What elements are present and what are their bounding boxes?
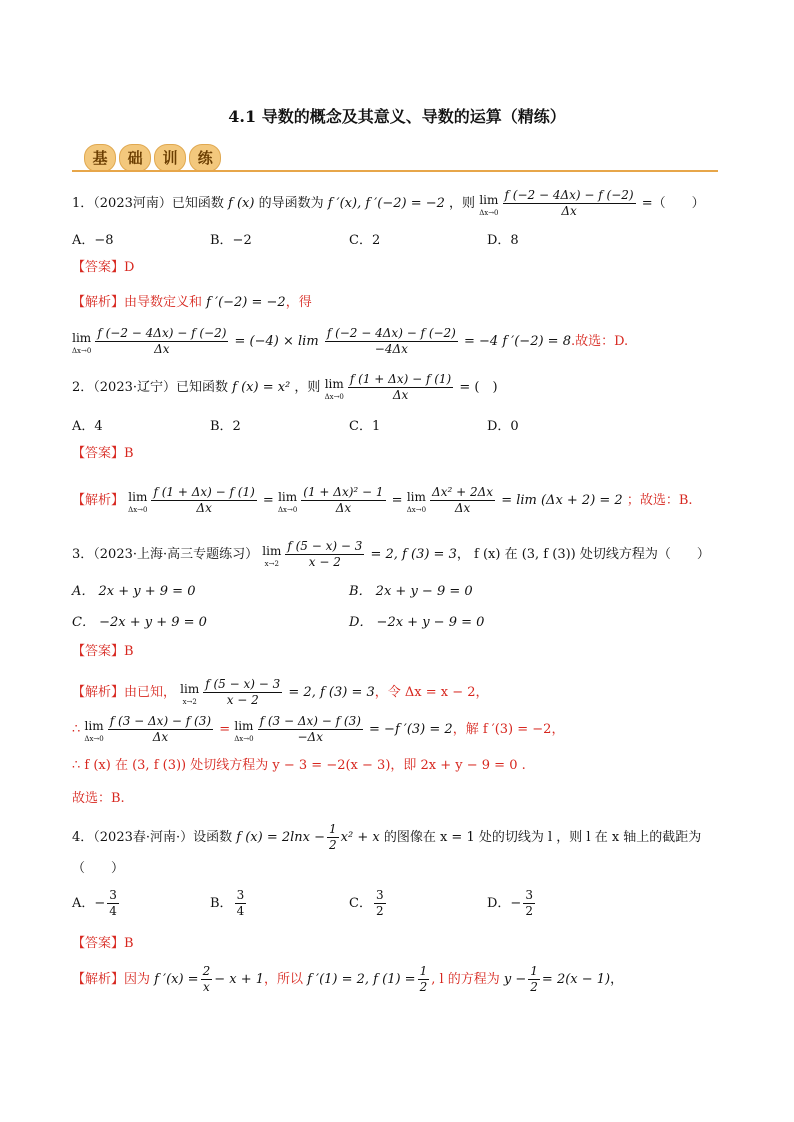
- q1-fprime: f ′(x), f ′(−2) = −2: [327, 196, 445, 211]
- denominator: 2: [329, 838, 337, 852]
- analysis-text: ，令 Δx = x − 2，: [374, 685, 489, 700]
- numerator: 1: [329, 822, 337, 836]
- denominator: Δx: [196, 501, 212, 515]
- q1-answer: 【答案】D: [72, 260, 135, 275]
- denominator: 2: [375, 904, 384, 918]
- banner-char: 练: [189, 144, 221, 172]
- fraction: [301, 485, 385, 516]
- limit-sub: Δx→0: [324, 392, 344, 401]
- numerator: f (3 − Δx) − f (3): [109, 714, 212, 728]
- q4-stem-text: 的图像在 x = 1 处的切线为 l ，则 l 在 x 轴上的截距为: [383, 830, 702, 845]
- limit-sub: Δx→0: [406, 505, 427, 514]
- fraction: [528, 964, 540, 995]
- fraction: [327, 822, 339, 853]
- q1-derivation: [72, 326, 628, 357]
- limit-symbol: lim Δx→0: [324, 376, 344, 401]
- q1-analysis: [72, 294, 312, 312]
- derivation-math: = (−4) × lim: [234, 334, 319, 349]
- fraction: [151, 485, 256, 516]
- q2-stem-text: ，则: [294, 380, 321, 395]
- fraction: [523, 888, 535, 919]
- analysis-text: ，解 f ′(3) = −2，: [452, 722, 565, 737]
- numerator: f (−2 − 4Δx) − f (−2): [504, 188, 634, 202]
- banner-char: 训: [154, 144, 186, 172]
- limit-sub: Δx→0: [479, 208, 499, 217]
- limit-sub: Δx→0: [277, 505, 298, 514]
- q2-option-b: B．2: [210, 419, 241, 434]
- fraction: [235, 888, 247, 919]
- numerator: 3: [236, 888, 245, 902]
- numerator: f (5 − x) − 3: [287, 539, 363, 553]
- limit-sub: Δx→0: [72, 346, 92, 355]
- limit-symbol: lim x→2: [262, 543, 282, 568]
- q1-option-c: C．2: [349, 233, 381, 248]
- denominator: Δx: [335, 501, 352, 515]
- therefore-symbol: ∴: [72, 722, 81, 737]
- fraction: [107, 888, 119, 919]
- q4-option-b: [210, 888, 248, 919]
- derivation-math: = lim (Δx + 2) = 2: [501, 493, 623, 508]
- numerator: 2: [202, 964, 211, 978]
- page-title: 4.1 导数的概念及其意义、导数的运算（精练）: [228, 107, 566, 126]
- fraction: [285, 539, 364, 570]
- fraction: [325, 326, 458, 357]
- analysis-text: ，所以: [264, 972, 304, 987]
- q2-stem: [72, 372, 498, 403]
- analysis-math: = 2(x − 1): [541, 972, 611, 987]
- numerator: 1: [530, 964, 538, 978]
- denominator: −Δx: [297, 730, 323, 744]
- q3-option-a: A． 2x + y + 9 = 0: [72, 584, 196, 599]
- fraction: [348, 372, 453, 403]
- q1-fx: f (x): [228, 196, 255, 211]
- numerator: f (1 + Δx) − f (1): [153, 485, 255, 499]
- analysis-math: = 2, f (3) = 3: [288, 685, 375, 700]
- analysis-math: y −: [503, 972, 527, 987]
- option-label: D．−: [487, 896, 522, 911]
- section-banner: [84, 144, 219, 172]
- q3-stem-text: 3．（2023·上海·高三专题练习）: [72, 547, 259, 562]
- q3-stem-math: = 2, f (3) = 3: [370, 547, 457, 562]
- derivation-math: = −4 f ′(−2) = 8: [464, 334, 571, 349]
- q3-analysis-1: [72, 677, 489, 708]
- denominator: 2: [525, 904, 533, 918]
- q1-stem: [72, 188, 705, 219]
- q1-stem-text: =（ ）: [641, 196, 705, 211]
- fraction: [95, 326, 228, 357]
- analysis-math: − x + 1: [214, 972, 265, 987]
- q3-analysis-3: ∴ f (x) 在 (3, f (3)) 处切线方程为 y − 3 = −2(x − 3)，即 2x + y − 9 = 0 .: [72, 758, 526, 773]
- q4-stem: [72, 822, 701, 853]
- analysis-math: f ′(−2) = −2: [206, 295, 286, 310]
- q3-stem-text: ，: [456, 547, 470, 562]
- limit-symbol: lim x→2: [180, 681, 200, 706]
- q3-option-b: B． 2x + y − 9 = 0: [349, 584, 473, 599]
- section-divider: [72, 170, 718, 172]
- analysis-label: 【解析】: [72, 972, 125, 987]
- q2-analysis: 【解析】 lim Δx→0 $\frac{f (1 + \Delta x) - f (1)}{\Delta x}$ = lim Δx→0 $\frac{\text{(1 + Δx)² − 1}}{\Delta x}$ = lim Δx→0 $\frac{\text{Δx² + 2Δx}}{\Delta x}$ = lim (Δx + 2) = 2 ；故选：B.: [72, 485, 693, 515]
- q3-analysis-4: 故选：B.: [72, 791, 125, 806]
- q3-option-c: C． −2x + y + 9 = 0: [72, 615, 207, 630]
- analysis-label: 【解析】: [72, 295, 125, 310]
- q3-analysis-2: ∴ lim Δx→0 $\frac{f (3 - \Delta x) - f (3)}{\Delta x}$ = lim Δx→0 $\frac{f (3 - \Delta x) - f (3)}{-\Delta x}$ = −f ′(3) = 2，解 f ′(3) = −2，: [72, 714, 565, 744]
- q4-fx: x² + x: [340, 830, 380, 845]
- limit-sub: x→2: [182, 697, 197, 706]
- option-label: C．: [349, 896, 372, 911]
- q1-stem-text: 的导函数为: [258, 196, 324, 211]
- denominator: x − 2: [308, 555, 341, 569]
- q1-stem-text: ，则: [449, 196, 476, 211]
- banner-char: 基: [84, 144, 116, 172]
- fraction: [418, 964, 430, 995]
- numerator: 3: [375, 888, 384, 902]
- fraction: [201, 964, 213, 995]
- option-label: A．−: [72, 896, 106, 911]
- q3-stem-text: f (x) 在 (3, f (3)) 处切线方程为（ ）: [474, 547, 710, 562]
- limit-symbol: lim Δx→0: [128, 489, 148, 514]
- limit-symbol: lim Δx→0: [84, 718, 104, 743]
- q2-option-a: A．4: [72, 419, 103, 434]
- q1-option-b: B．−2: [210, 233, 252, 248]
- numerator: 3: [525, 888, 533, 902]
- analysis-text: 由已知，: [124, 685, 177, 700]
- q2-option-d: D．0: [487, 419, 519, 434]
- denominator: x − 2: [226, 693, 259, 707]
- q2-stem-text: 2．（2023·辽宁）已知函数: [72, 380, 228, 395]
- analysis-text: 由导数定义和: [124, 295, 203, 310]
- q3-option-d: D． −2x + y − 9 = 0: [349, 615, 485, 630]
- numerator: 3: [109, 888, 117, 902]
- denominator: 4: [236, 904, 245, 918]
- denominator: Δx: [154, 342, 170, 356]
- fraction: [430, 485, 495, 516]
- limit-symbol: lim Δx→0: [234, 718, 254, 743]
- banner-char: 础: [119, 144, 151, 172]
- q1-option-d: D．8: [487, 233, 519, 248]
- fraction: [374, 888, 386, 919]
- numerator: (1 + Δx)² − 1: [303, 485, 384, 499]
- fraction: [203, 677, 282, 708]
- q3-stem: [72, 539, 710, 570]
- fraction: [258, 714, 363, 745]
- analysis-math: f ′(1) = 2, f (1) =: [307, 972, 416, 987]
- fraction: [108, 714, 213, 745]
- numerator: f (−2 − 4Δx) − f (−2): [97, 326, 227, 340]
- limit-sub: x→2: [264, 559, 279, 568]
- limit-sub: Δx→0: [234, 734, 254, 743]
- q2-option-c: C．1: [349, 419, 381, 434]
- numerator: 1: [419, 964, 428, 978]
- derivation-tail: .故选：D.: [570, 334, 629, 349]
- denominator: 2: [419, 980, 428, 994]
- denominator: Δx: [561, 204, 577, 218]
- denominator: 2: [530, 980, 538, 994]
- denominator: Δx: [152, 730, 169, 744]
- numerator: f (1 + Δx) − f (1): [349, 372, 452, 386]
- analysis-label: 【解析】: [72, 685, 125, 700]
- fraction: [503, 188, 636, 219]
- q4-option-d: [487, 888, 537, 919]
- denominator: 4: [109, 904, 117, 918]
- denominator: x: [203, 980, 210, 994]
- numerator: f (−2 − 4Δx) − f (−2): [326, 326, 456, 340]
- analysis-math: f ′(x) =: [154, 972, 199, 987]
- q2-stem-text: = ( ): [459, 380, 498, 395]
- analysis-label: 【解析】: [72, 493, 125, 508]
- q2-fx: f (x) = x²: [232, 380, 291, 395]
- q3-answer: 【答案】B: [72, 644, 134, 659]
- analysis-text: ，: [610, 972, 624, 987]
- denominator: Δx: [392, 388, 409, 402]
- limit-symbol: lim Δx→0: [72, 330, 92, 355]
- analysis-math: = −f ′(3) = 2: [369, 722, 453, 737]
- q4-answer: 【答案】B: [72, 936, 134, 951]
- q4-fx: f (x) = 2lnx −: [236, 830, 325, 845]
- q4-option-a: [72, 888, 121, 919]
- q4-paren: （ ）: [72, 861, 125, 876]
- numerator: f (3 − Δx) − f (3): [259, 714, 361, 728]
- q2-answer: 【答案】B: [72, 446, 134, 461]
- option-label: B．: [210, 896, 233, 911]
- analysis-text: , l 的方程为: [431, 972, 500, 987]
- q4-option-c: [349, 888, 388, 919]
- denominator: −4Δx: [374, 342, 408, 356]
- limit-sub: Δx→0: [84, 734, 104, 743]
- limit-symbol: lim Δx→0: [479, 192, 499, 217]
- numerator: f (5 − x) − 3: [205, 677, 281, 691]
- q4-stem-text: 4．（2023春·河南·）设函数: [72, 830, 233, 845]
- denominator: Δx: [454, 501, 471, 515]
- limit-symbol: lim Δx→0: [406, 489, 427, 514]
- analysis-text: ，得: [285, 295, 312, 310]
- limit-symbol: lim Δx→0: [277, 489, 298, 514]
- analysis-text: 因为: [124, 972, 151, 987]
- derivation-tail: ；故选：B.: [626, 493, 693, 508]
- numerator: Δx² + 2Δx: [432, 485, 494, 499]
- q1-stem-text: 1．（2023河南）已知函数: [72, 196, 224, 211]
- limit-sub: Δx→0: [128, 505, 148, 514]
- q4-analysis: [72, 964, 623, 995]
- q1-option-a: A．−8: [72, 233, 114, 248]
